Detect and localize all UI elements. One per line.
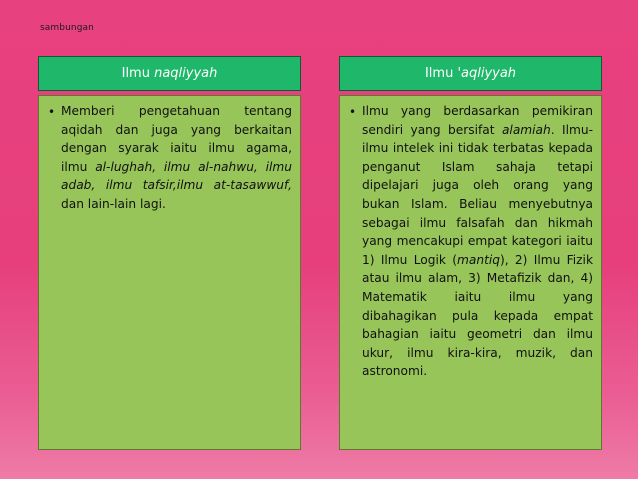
bullet-marker: • [48, 105, 56, 119]
italic-term: alamiah [501, 122, 551, 137]
column-aqliyyah [339, 56, 602, 450]
content-box-naqliyyah [38, 95, 301, 450]
text-segment: dan lain-lain lagi. [61, 196, 166, 211]
italic-term: al-lughah, ilmu al-nahwu, ilmu adab, ilmu tafsir,ilmu at-tasawwuf, [61, 159, 292, 193]
column-naqliyyah [38, 56, 301, 450]
header-prefix: Ilmu [121, 66, 155, 81]
text-segment: Ilmu yang berdasarkan pemikiran sendiri yang bersifat [362, 104, 593, 137]
bullet-text-naqliyyah [61, 102, 292, 214]
continuation-label: sambungan [40, 23, 94, 33]
text-segment: ), 2) Ilmu Fizik atau ilmu alam, 3) Metafizik dan, 4) Matematik iaitu ilmu yang dibahagikan pula kepada empat bahagian iaitu geometri dan ilmu ukur, ilmu kira-kira, muzik, dan astronomi. [362, 252, 593, 379]
header-prefix: Ilmu [424, 66, 458, 81]
header-aqliyyah [339, 56, 602, 91]
bullet-text-aqliyyah [362, 102, 593, 381]
italic-term: mantiq [457, 252, 500, 267]
text-segment: . Ilmu-ilmu intelek ini tidak terbatas kepada penganut Islam sahaja tetapi dipelajari juga oleh orang yang bukan Islam. Beliau menyebutnya sebagai ilmu falsafah dan hikmah yang mencakupi empat kategori iaitu 1) Ilmu Logik ( [362, 122, 594, 267]
text-segment: Memberi pengetahuan tentang aqidah dan juga yang berkaitan dengan syarak iaitu ilmu agama, ilmu [61, 104, 292, 174]
bullet-marker: • [349, 105, 357, 119]
header-emphasis: 'aqliyyah [457, 66, 517, 81]
content-box-aqliyyah [339, 95, 602, 450]
header-naqliyyah [38, 56, 301, 91]
header-emphasis: naqliyyah [154, 66, 218, 81]
